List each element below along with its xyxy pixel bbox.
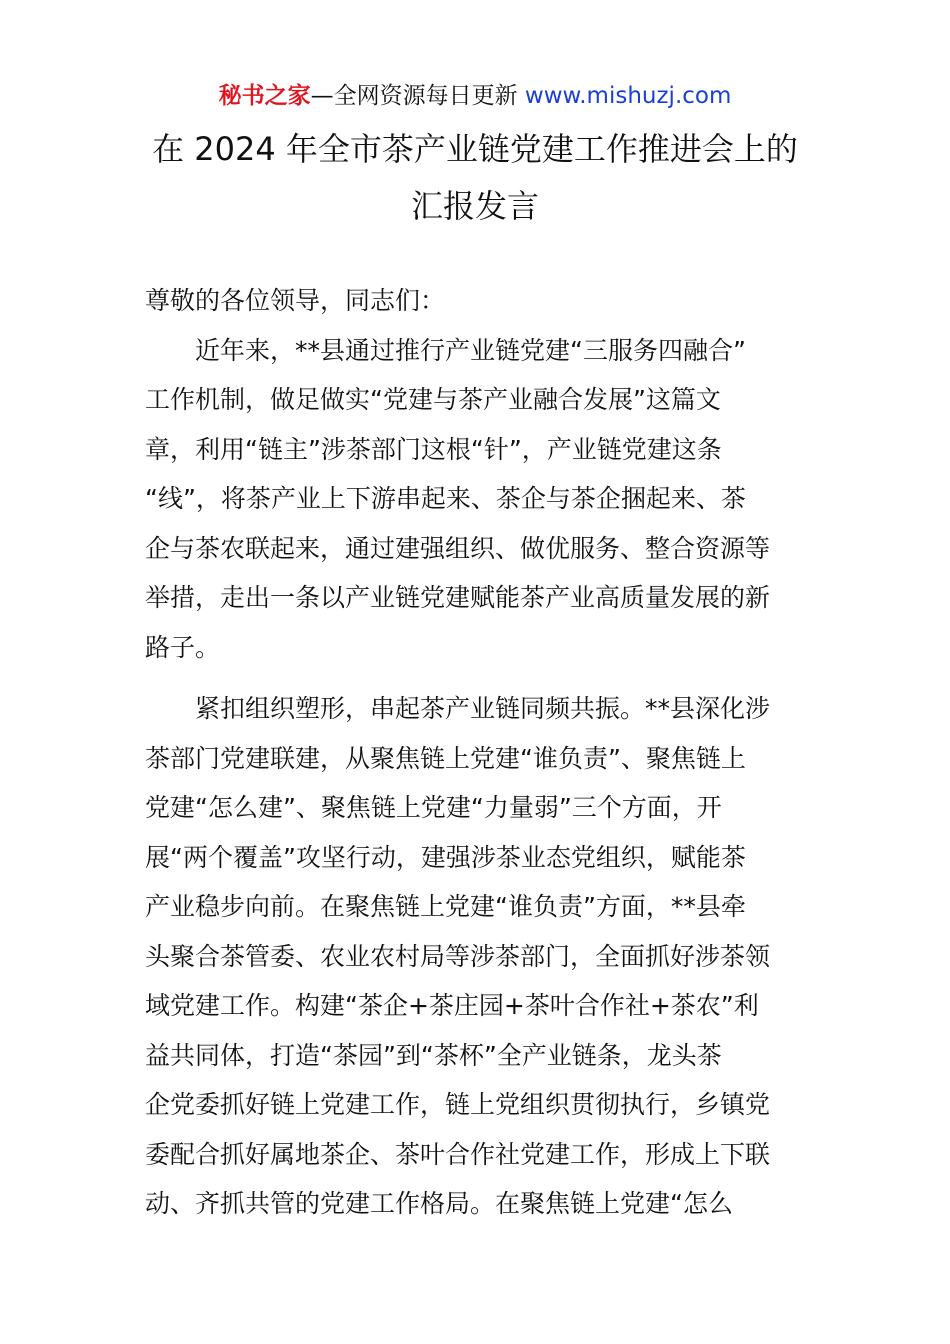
paragraph-organization (145, 684, 815, 1229)
paragraph-line: 近年来，**县通过推行产业链党建“三服务四融合” (145, 335, 746, 365)
paragraph-line: 工作机制，做足做实“党建与茶产业融合发展”这篇文 (145, 385, 721, 414)
paragraph-line: 茶部门党建联建，从聚焦链上党建“谁负责”、聚焦链上 (145, 743, 746, 773)
paragraph-line: 企党委抓好链上党建工作，链上党组织贯彻执行，乡镇党 (145, 1090, 771, 1119)
site-url-link[interactable]: www.mishuzj.com (524, 83, 732, 109)
paragraph-line: 党建“怎么建”、聚焦链上党建“力量弱”三个方面，开 (145, 793, 722, 822)
paragraph-line: 章，利用“链主”涉茶部门这根“针”，产业链党建这条 (145, 434, 722, 464)
site-brand: 秘书之家 (218, 83, 311, 109)
title-line-1: 在 2024 年全市茶产业链党建工作推进会上的 (152, 130, 798, 168)
paragraph-line: 紧扣组织塑形，串起茶产业链同频共振。**县深化涉 (145, 694, 771, 723)
paragraph-line: 企与茶农联起来，通过建强组织、做优服务、整合资源等 (145, 533, 771, 563)
site-header (0, 78, 950, 114)
document-body (145, 276, 815, 1229)
paragraph-gap (145, 672, 815, 684)
paragraph-line: 举措，走出一条以产业链党建赋能茶产业高质量发展的新 (145, 583, 771, 612)
paragraph-line: 路子。 (145, 632, 221, 662)
salutation: 尊敬的各位领导，同志们： (145, 286, 446, 315)
paragraph-line: 头聚合茶管委、农业农村局等涉茶部门，全面抓好涉茶领 (145, 941, 771, 971)
paragraph-line: 产业稳步向前。在聚焦链上党建“谁负责”方面，**县牵 (145, 892, 746, 921)
paragraph-line: “线”，将茶产业上下游串起来、茶企与茶企捆起来、茶 (145, 484, 746, 513)
paragraph-line: 委配合抓好属地茶企、茶叶合作社党建工作，形成上下联 (145, 1139, 771, 1169)
paragraph-line: 动、齐抓共管的党建工作格局。在聚焦链上党建“怎么 (145, 1189, 733, 1218)
document-title (0, 124, 950, 231)
paragraph-line: 域党建工作。构建“茶企+茶庄园+茶叶合作社+茶农”利 (145, 991, 759, 1020)
site-tagline: —全网资源每日更新 (310, 83, 525, 109)
paragraph-line: 展“两个覆盖”攻坚行动，建强涉茶业态党组织，赋能茶 (145, 842, 746, 872)
title-line-2: 汇报发言 (410, 187, 539, 225)
paragraph-line: 益共同体，打造“茶园”到“茶杯”全产业链条，龙头茶 (145, 1040, 722, 1070)
paragraph-intro (145, 326, 815, 673)
